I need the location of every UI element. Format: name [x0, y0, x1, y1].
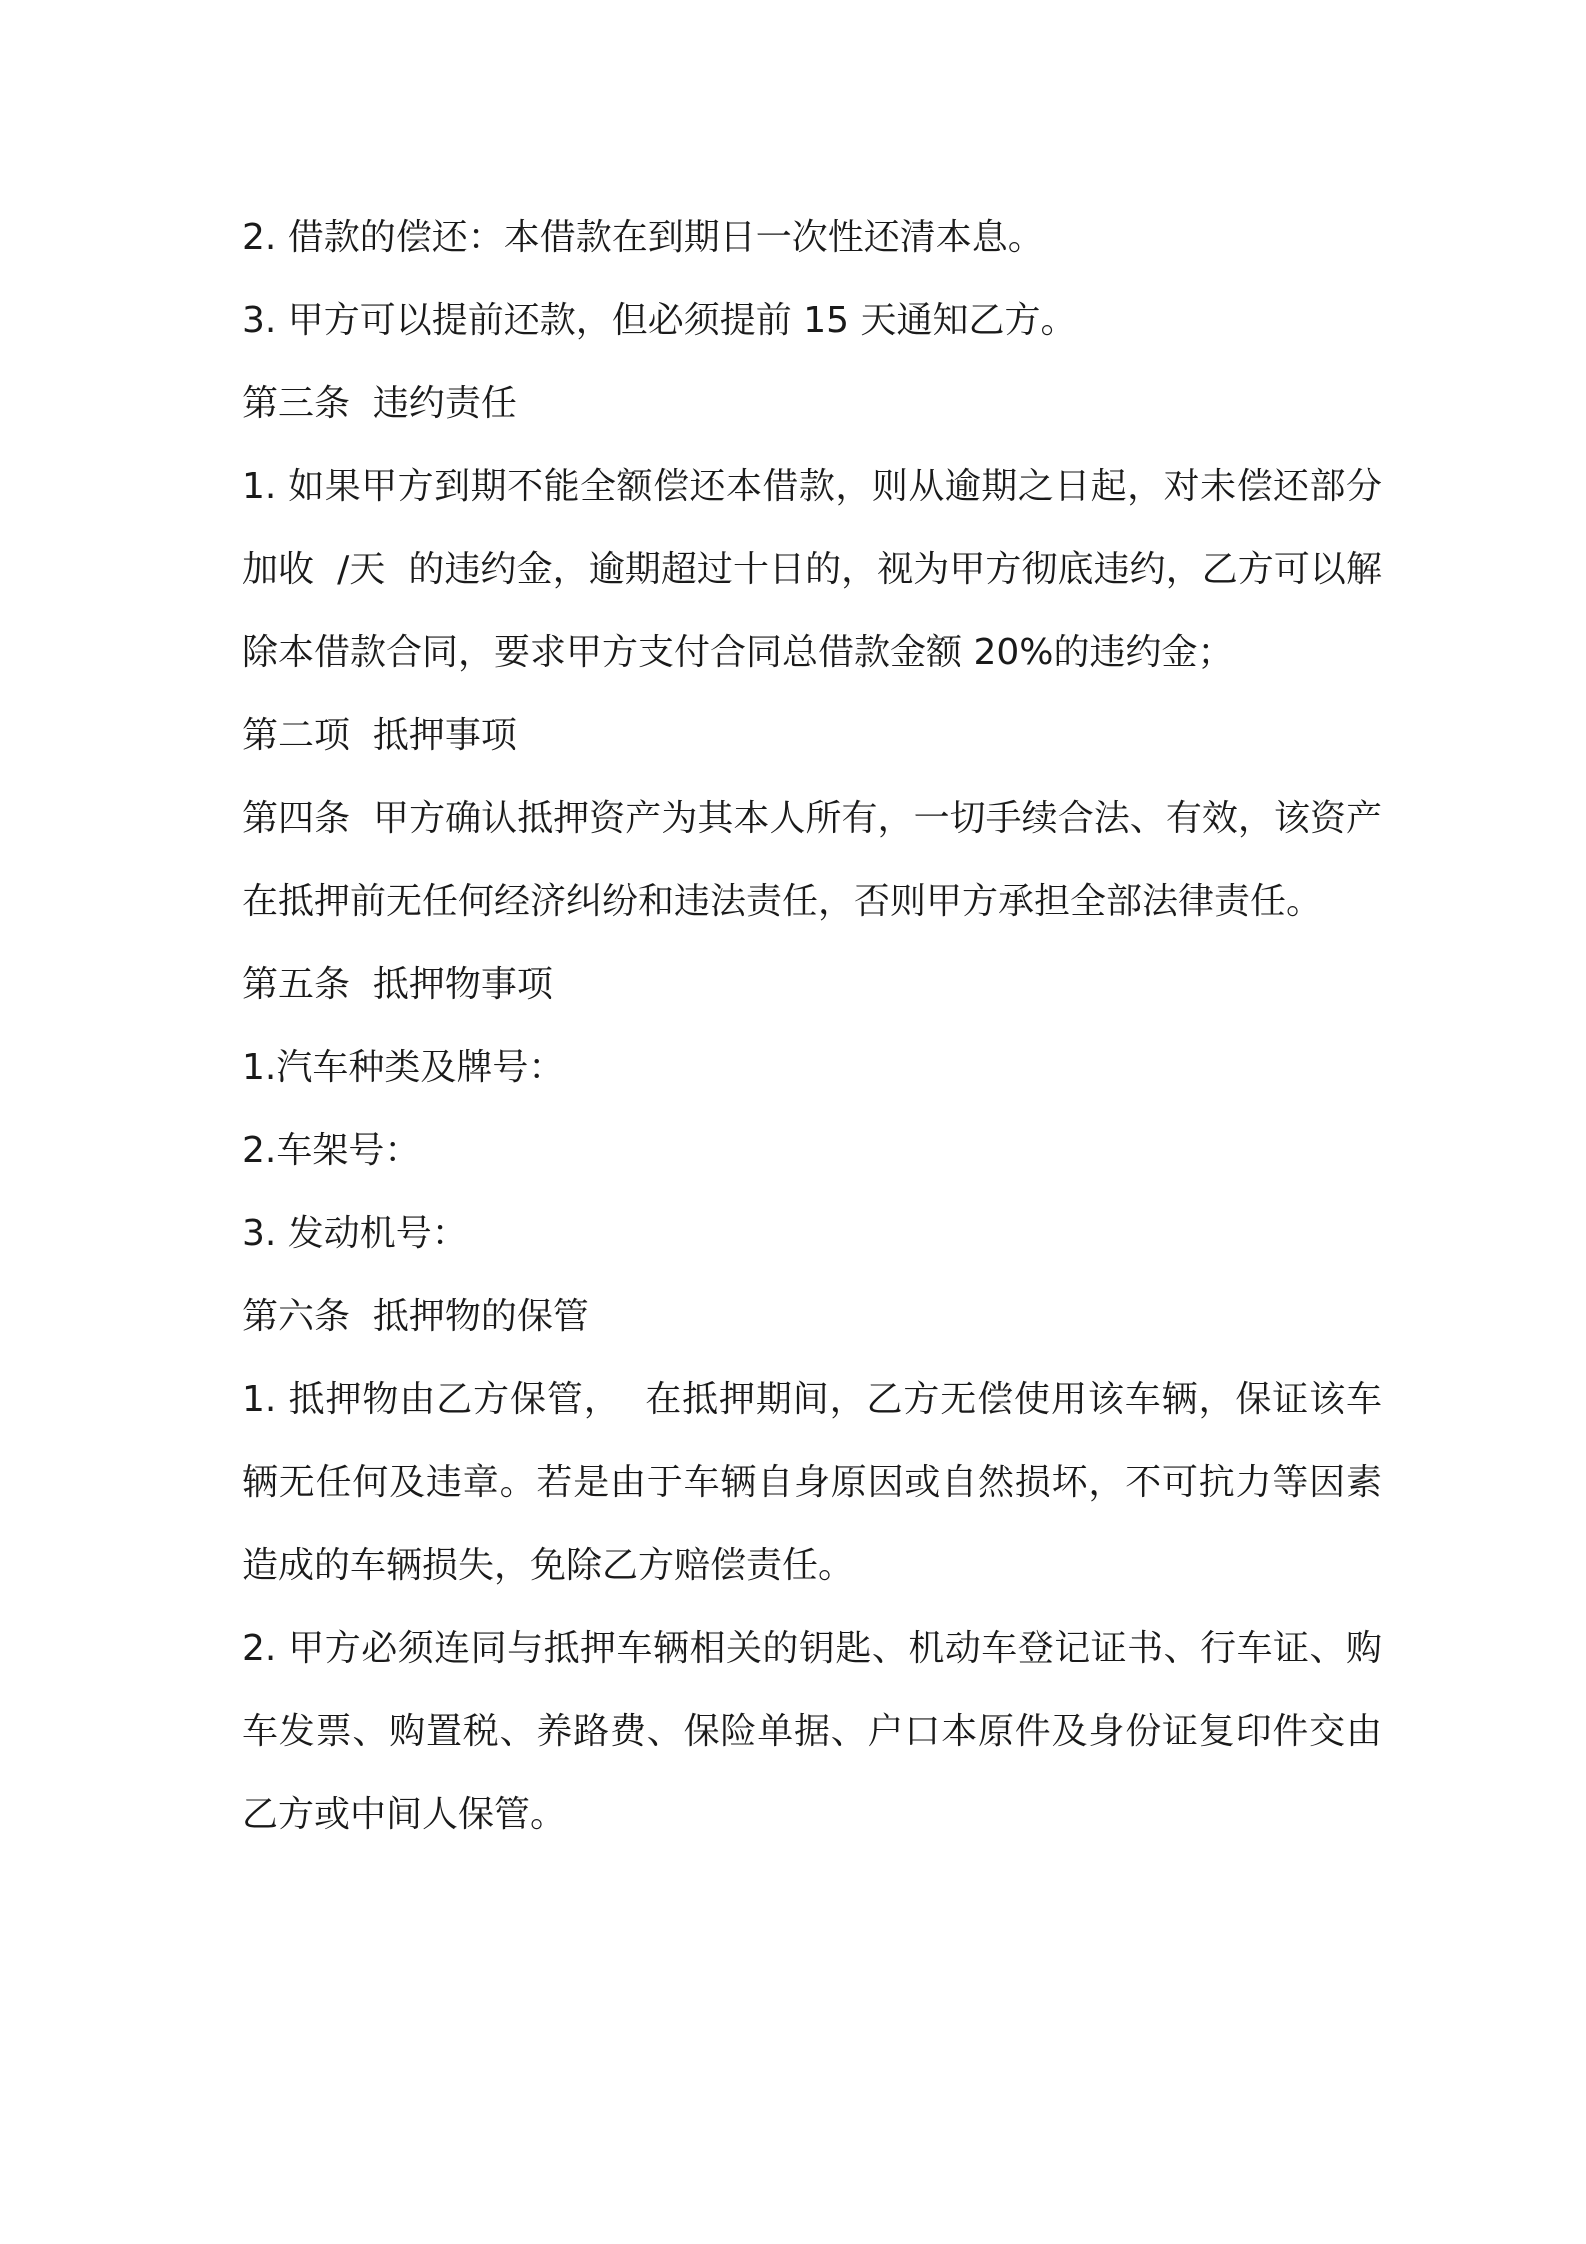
clause-repayment: 2. 借款的偿还：本借款在到期日一次性还清本息。 — [242, 217, 1044, 258]
clause-default-penalty: 1. 如果甲方到期不能全额偿还本借款，则从逾期之日起，对未偿还部分加收 /天 的违约金，逾期超过十日的，视为甲方彻底违约，乙方可以解除本借款合同，要求甲方支付合同总借款金额 20%的违约金； — [242, 466, 1382, 673]
vehicle-type-plate-field: 1.汽车种类及牌号： — [242, 1047, 565, 1088]
article-6-heading: 第六条 抵押物的保管 — [242, 1296, 589, 1337]
article-4: 第四条 甲方确认抵押资产为其本人所有，一切手续合法、有效，该资产在抵押前无任何经济纠纷和违法责任，否则甲方承担全部法律责任。 — [242, 798, 1382, 922]
vin-field: 2.车架号： — [242, 1130, 421, 1171]
clause-documents-handover: 2. 甲方必须连同与抵押车辆相关的钥匙、机动车登记证书、行车证、购车发票、购置税、养路费、保险单据、户口本原件及身份证复印件交由乙方或中间人保管。 — [242, 1628, 1382, 1835]
clause-custody: 1. 抵押物由乙方保管， 在抵押期间，乙方无偿使用该车辆，保证该车辆无任何及违章。若是由于车辆自身原因或自然损坏，不可抗力等因素造成的车辆损失，免除乙方赔偿责任。 — [242, 1379, 1382, 1586]
contract-body — [242, 196, 1382, 1856]
clause-early-repayment: 3. 甲方可以提前还款，但必须提前 15 天通知乙方。 — [242, 300, 1077, 341]
article-3-heading: 第三条 违约责任 — [242, 383, 517, 424]
engine-number-field: 3. 发动机号： — [242, 1213, 468, 1254]
article-5-heading: 第五条 抵押物事项 — [242, 964, 553, 1005]
section-2-heading: 第二项 抵押事项 — [242, 715, 517, 756]
